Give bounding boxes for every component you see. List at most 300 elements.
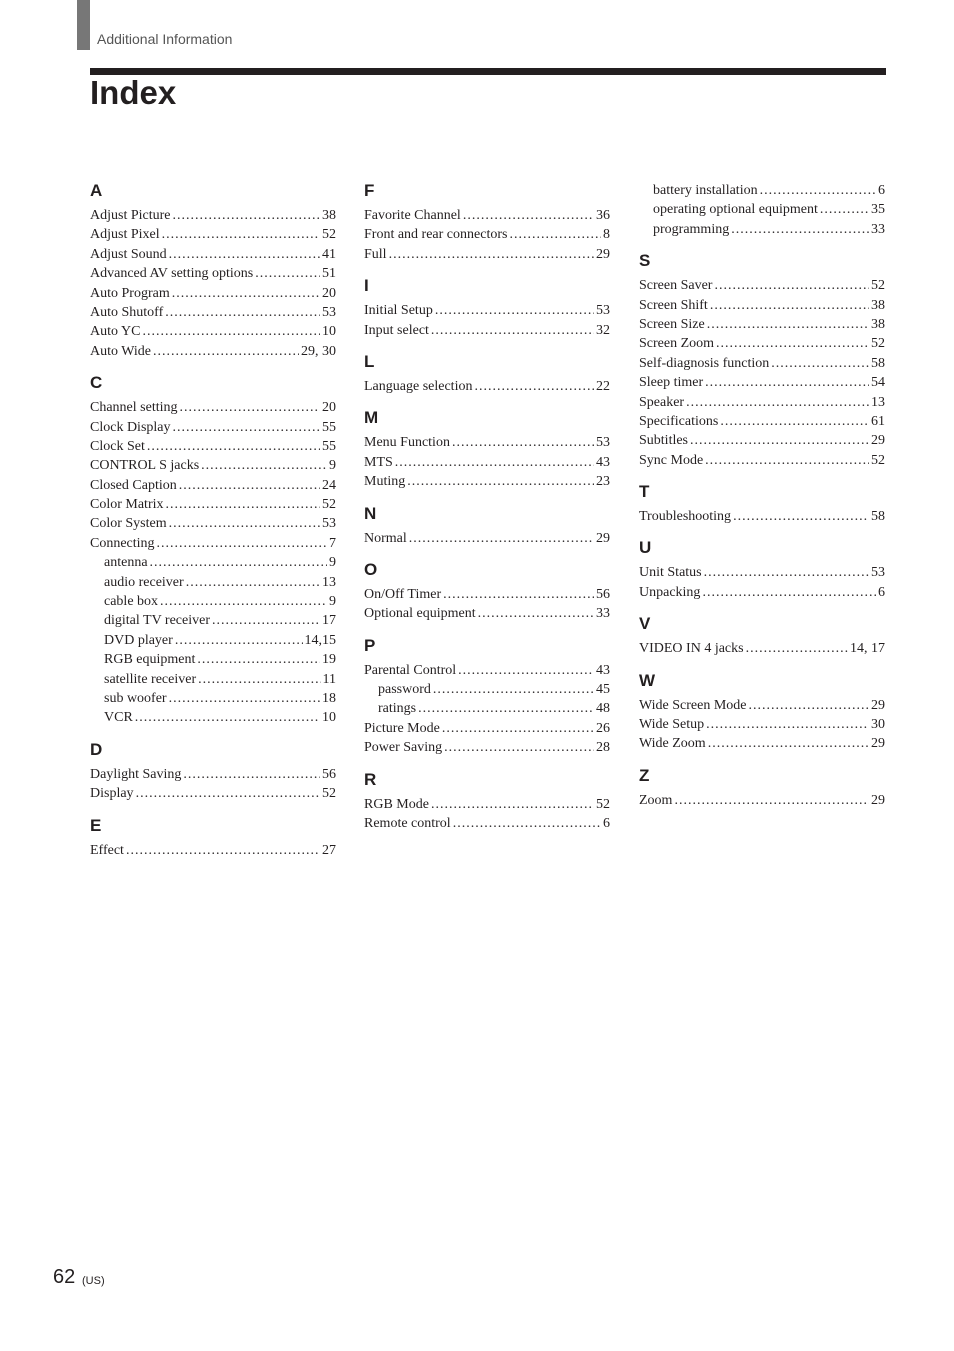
index-subentry — [639, 220, 885, 239]
entry-pages: 32 — [596, 322, 610, 338]
dot-leader — [198, 670, 320, 689]
entry-pages: 6 — [878, 183, 885, 198]
entry-pages: 58 — [871, 355, 885, 371]
dot-leader — [409, 529, 594, 548]
entry-term: RGB Mode — [364, 796, 429, 812]
dot-leader — [731, 220, 869, 239]
dot-leader — [509, 225, 601, 244]
index-entry — [90, 784, 336, 803]
index-entry — [90, 322, 336, 341]
index-letter-heading: F — [364, 181, 375, 200]
dot-leader — [173, 418, 321, 437]
index-group — [90, 373, 336, 728]
entry-pages: 53 — [322, 516, 336, 532]
dot-leader — [183, 765, 320, 784]
entry-pages: 20 — [322, 285, 336, 301]
dot-leader — [442, 719, 594, 738]
entry-term: Channel setting — [90, 400, 178, 416]
index-entry — [90, 284, 336, 303]
entry-pages: 33 — [871, 221, 885, 237]
index-entry — [639, 583, 885, 602]
dot-leader — [150, 553, 327, 572]
entry-pages: 30 — [871, 717, 885, 733]
dot-leader — [478, 604, 594, 623]
entry-term: Specifications — [639, 413, 719, 429]
index-entry — [639, 393, 885, 412]
entry-term: Picture Mode — [364, 720, 440, 736]
index-entry — [90, 841, 336, 860]
page-title: Index — [90, 74, 177, 111]
entry-term: VCR — [104, 710, 133, 726]
index-letter-heading: Z — [639, 765, 650, 785]
entry-term: battery installation — [653, 183, 758, 198]
entry-term: password — [378, 682, 431, 698]
entry-term: Display — [90, 786, 134, 802]
entry-term: On/Off Timer — [364, 586, 442, 602]
entry-pages: 17 — [322, 613, 336, 629]
entry-term: Favorite Channel — [364, 208, 461, 223]
entry-pages: 20 — [322, 400, 336, 416]
entry-term: Subtitles — [639, 433, 689, 449]
entry-term: Auto Shutoff — [90, 304, 164, 320]
dot-leader — [702, 583, 876, 602]
entry-pages: 53 — [871, 565, 885, 581]
entry-pages: 9 — [329, 458, 336, 474]
entry-pages: 36 — [596, 208, 610, 223]
dot-leader — [389, 245, 594, 264]
index-letter-heading: T — [639, 482, 650, 502]
index-group — [90, 740, 336, 804]
entry-pages: 52 — [871, 278, 885, 294]
entry-pages: 9 — [329, 594, 336, 610]
index-subentry — [90, 708, 336, 727]
index-group — [364, 181, 610, 264]
index-letter-heading: A — [90, 181, 103, 200]
title-rule — [90, 68, 886, 75]
index-group — [639, 482, 885, 526]
index-subentry — [639, 200, 885, 219]
index-entry — [639, 373, 885, 392]
dot-leader — [165, 303, 320, 322]
index-group — [364, 276, 610, 340]
index-group — [364, 504, 610, 548]
index-entry — [364, 206, 610, 225]
entry-pages: 7 — [329, 535, 336, 551]
entry-pages: 6 — [878, 584, 885, 600]
entry-pages: 53 — [596, 303, 610, 319]
entry-pages: 27 — [322, 842, 336, 858]
index-entry — [364, 453, 610, 472]
index-letter-heading: U — [639, 538, 652, 558]
index-letter-heading: M — [364, 408, 379, 428]
index-subentry — [90, 670, 336, 689]
dot-leader — [714, 276, 869, 295]
dot-leader — [431, 321, 594, 340]
entry-term: Wide Screen Mode — [639, 697, 747, 713]
entry-term: RGB equipment — [104, 652, 196, 668]
index-entry — [364, 377, 610, 396]
dot-leader — [435, 301, 594, 320]
entry-pages: 52 — [596, 796, 610, 812]
dot-leader — [674, 791, 869, 810]
entry-term: Normal — [364, 530, 407, 546]
entry-pages: 10 — [322, 710, 336, 726]
entry-pages: 29 — [596, 246, 610, 262]
dot-leader — [453, 814, 601, 833]
index-entry — [90, 437, 336, 456]
entry-pages: 61 — [871, 413, 885, 429]
entry-pages: 9 — [329, 555, 336, 571]
dot-leader — [162, 225, 320, 244]
index-entry — [639, 451, 885, 470]
entry-pages: 51 — [322, 266, 336, 282]
dot-leader — [197, 650, 320, 669]
entry-term: Clock Display — [90, 419, 171, 435]
entry-pages: 54 — [871, 375, 885, 391]
index-group — [639, 614, 885, 658]
dot-leader — [169, 514, 320, 533]
dot-leader — [771, 354, 869, 373]
entry-term: Power Saving — [364, 740, 443, 756]
dot-leader — [474, 377, 594, 396]
index-subentry — [364, 680, 610, 699]
dot-leader — [720, 412, 869, 431]
entry-pages: 6 — [603, 816, 610, 832]
region-code: (US) — [82, 1275, 105, 1287]
dot-leader — [746, 639, 848, 658]
dot-leader — [706, 715, 869, 734]
entry-pages: 52 — [322, 497, 336, 513]
dot-leader — [179, 476, 320, 495]
index-group — [639, 181, 885, 239]
index-entry — [364, 604, 610, 623]
index-entry — [90, 303, 336, 322]
entry-term: MTS — [364, 454, 393, 470]
index-entry — [364, 661, 610, 680]
entry-term: Sync Mode — [639, 452, 704, 468]
entry-term: Screen Shift — [639, 297, 708, 313]
entry-pages: 8 — [603, 227, 610, 243]
dot-leader — [169, 245, 320, 264]
entry-pages: 58 — [871, 509, 885, 525]
entry-pages: 24 — [322, 477, 336, 493]
index-subentry — [90, 631, 336, 650]
entry-pages: 52 — [322, 227, 336, 243]
entry-pages: 52 — [322, 786, 336, 802]
entry-term: Full — [364, 246, 387, 262]
entry-term: Color Matrix — [90, 497, 164, 513]
dot-leader — [452, 433, 594, 452]
entry-term: Troubleshooting — [639, 509, 732, 525]
index-letter-heading: V — [639, 614, 651, 634]
dot-leader — [418, 699, 594, 718]
index-subentry — [90, 573, 336, 592]
index-entry — [639, 563, 885, 582]
index-letter-heading: P — [364, 635, 376, 655]
entry-pages: 11 — [322, 671, 336, 687]
entry-pages: 45 — [596, 682, 610, 698]
index-entry — [639, 315, 885, 334]
entry-pages: 29 — [871, 736, 885, 752]
index-column-3 — [639, 181, 885, 822]
dot-leader — [690, 431, 869, 450]
entry-term: Effect — [90, 842, 124, 858]
index-entry — [364, 472, 610, 491]
index-entry — [90, 476, 336, 495]
entry-term: Speaker — [639, 394, 685, 410]
index-group — [364, 408, 610, 491]
entry-term: Remote control — [364, 816, 451, 832]
dot-leader — [166, 495, 321, 514]
index-group — [90, 816, 336, 860]
entry-pages: 56 — [322, 766, 336, 782]
entry-term: CONTROL S jacks — [90, 458, 200, 474]
entry-pages: 29 — [596, 530, 610, 546]
entry-term: ratings — [378, 701, 417, 717]
dot-leader — [186, 573, 320, 592]
dot-leader — [433, 680, 594, 699]
index-entry — [639, 431, 885, 450]
index-entry — [90, 534, 336, 553]
dot-leader — [153, 342, 299, 361]
index-letter-heading: D — [90, 739, 103, 759]
entry-pages: 23 — [596, 474, 610, 490]
entry-pages: 55 — [322, 419, 336, 435]
dot-leader — [707, 315, 869, 334]
index-group — [90, 181, 336, 361]
index-letter-heading: I — [364, 276, 369, 296]
index-entry — [90, 765, 336, 784]
entry-pages: 53 — [322, 304, 336, 320]
dot-leader — [201, 456, 327, 475]
section-label: Additional Information — [97, 31, 233, 47]
entry-term: programming — [653, 221, 730, 237]
index-group — [364, 352, 610, 396]
index-entry — [364, 321, 610, 340]
index-entry — [639, 715, 885, 734]
entry-term: Input select — [364, 322, 429, 338]
index-entry — [364, 814, 610, 833]
entry-term: Advanced AV setting options — [90, 266, 254, 282]
index-subentry — [364, 699, 610, 718]
dot-leader — [395, 453, 594, 472]
dot-leader — [760, 181, 876, 200]
entry-term: cable box — [104, 594, 159, 610]
entry-pages: 13 — [322, 574, 336, 590]
index-entry — [639, 507, 885, 526]
index-entry — [364, 301, 610, 320]
entry-term: Language selection — [364, 378, 473, 394]
index-entry — [639, 276, 885, 295]
entry-term: Optional equipment — [364, 606, 476, 622]
index-entry — [639, 354, 885, 373]
index-entry — [639, 334, 885, 353]
index-entry — [90, 514, 336, 533]
entry-pages: 48 — [596, 701, 610, 717]
entry-term: Closed Caption — [90, 477, 177, 493]
dot-leader — [180, 398, 321, 417]
entry-pages: 14,15 — [304, 632, 336, 648]
dot-leader — [686, 393, 869, 412]
index-subentry — [90, 650, 336, 669]
index-column-2 — [364, 181, 610, 845]
index-entry — [364, 225, 610, 244]
dot-leader — [255, 264, 320, 283]
entry-pages: 38 — [871, 316, 885, 332]
index-subentry — [90, 553, 336, 572]
index-letter-heading: S — [639, 251, 651, 271]
entry-term: Auto Program — [90, 285, 170, 301]
index-entry — [639, 791, 885, 810]
index-entry — [90, 342, 336, 361]
entry-pages: 29, 30 — [301, 343, 336, 359]
entry-term: Zoom — [639, 792, 673, 808]
entry-pages: 43 — [596, 454, 610, 470]
entry-pages: 55 — [322, 438, 336, 454]
index-entry — [364, 245, 610, 264]
entry-term: Menu Function — [364, 435, 450, 451]
section-tab-marker — [77, 0, 90, 50]
index-group — [639, 671, 885, 754]
entry-term: DVD player — [104, 632, 173, 648]
index-entry — [90, 264, 336, 283]
index-subentry — [90, 592, 336, 611]
entry-term: Adjust Pixel — [90, 227, 160, 243]
index-group — [364, 560, 610, 624]
entry-term: audio receiver — [104, 574, 184, 590]
entry-pages: 22 — [596, 378, 610, 394]
dot-leader — [705, 373, 869, 392]
entry-term: Adjust Sound — [90, 246, 167, 262]
entry-pages: 28 — [596, 740, 610, 756]
entry-term: Color System — [90, 516, 167, 532]
entry-term: Initial Setup — [364, 303, 433, 319]
dot-leader — [169, 689, 320, 708]
entry-pages: 38 — [322, 208, 336, 223]
entry-pages: 19 — [322, 652, 336, 668]
entry-term: Auto Wide — [90, 343, 152, 359]
entry-term: Parental Control — [364, 662, 457, 678]
entry-term: Screen Size — [639, 316, 705, 332]
entry-term: Unit Status — [639, 565, 702, 581]
dot-leader — [431, 795, 594, 814]
dot-leader — [157, 534, 327, 553]
entry-pages: 13 — [871, 394, 885, 410]
entry-term: Adjust Picture — [90, 208, 171, 223]
index-entry — [90, 456, 336, 475]
index-entry — [364, 529, 610, 548]
entry-pages: 38 — [871, 297, 885, 313]
index-subentry — [639, 181, 885, 200]
entry-term: VIDEO IN 4 jacks — [639, 641, 744, 657]
index-group — [639, 251, 885, 470]
index-column-1 — [90, 181, 336, 872]
index-entry — [90, 398, 336, 417]
entry-term: digital TV receiver — [104, 613, 210, 629]
index-entry — [364, 738, 610, 757]
index-group — [639, 766, 885, 810]
index-group — [364, 636, 610, 758]
dot-leader — [173, 206, 321, 225]
entry-term: Wide Zoom — [639, 736, 706, 752]
entry-term: Wide Setup — [639, 717, 705, 733]
entry-term: Screen Zoom — [639, 336, 715, 352]
dot-leader — [172, 284, 320, 303]
entry-pages: 14, 17 — [850, 641, 885, 657]
dot-leader — [733, 507, 869, 526]
index-entry — [90, 495, 336, 514]
dot-leader — [135, 708, 320, 727]
dot-leader — [458, 661, 594, 680]
entry-pages: 26 — [596, 720, 610, 736]
dot-leader — [126, 841, 320, 860]
index-letter-heading: L — [364, 351, 375, 371]
entry-pages: 18 — [322, 690, 336, 706]
entry-pages: 33 — [596, 606, 610, 622]
entry-pages: 52 — [871, 452, 885, 468]
index-group — [364, 770, 610, 834]
index-entry — [90, 206, 336, 225]
entry-term: Auto YC — [90, 324, 141, 340]
dot-leader — [463, 206, 594, 225]
entry-pages: 43 — [596, 662, 610, 678]
dot-leader — [443, 585, 594, 604]
dot-leader — [147, 437, 320, 456]
entry-pages: 10 — [322, 324, 336, 340]
index-entry — [639, 696, 885, 715]
index-entry — [639, 639, 885, 658]
dot-leader — [160, 592, 327, 611]
dot-leader — [175, 631, 303, 650]
dot-leader — [142, 322, 320, 341]
entry-pages: 41 — [322, 246, 336, 262]
entry-pages: 52 — [871, 336, 885, 352]
index-letter-heading: R — [364, 769, 377, 789]
entry-term: Clock Set — [90, 438, 145, 454]
dot-leader — [705, 451, 869, 470]
index-entry — [90, 245, 336, 264]
index-entry — [364, 719, 610, 738]
index-entry — [90, 418, 336, 437]
index-subentry — [90, 611, 336, 630]
index-letter-heading: W — [639, 670, 656, 690]
index-entry — [639, 412, 885, 431]
dot-leader — [716, 334, 869, 353]
entry-term: Muting — [364, 474, 406, 490]
index-entry — [90, 225, 336, 244]
index-subentry — [90, 689, 336, 708]
entry-pages: 53 — [596, 435, 610, 451]
entry-term: Front and rear connectors — [364, 227, 508, 243]
entry-term: Screen Saver — [639, 278, 713, 294]
entry-term: operating optional equipment — [653, 202, 818, 218]
entry-pages: 29 — [871, 697, 885, 713]
index-letter-heading: O — [364, 559, 378, 579]
dot-leader — [708, 734, 869, 753]
index-entry — [364, 433, 610, 452]
index-entry — [364, 585, 610, 604]
index-letter-heading: C — [90, 373, 103, 393]
entry-pages: 56 — [596, 586, 610, 602]
dot-leader — [710, 296, 869, 315]
dot-leader — [444, 738, 594, 757]
dot-leader — [407, 472, 594, 491]
entry-term: Daylight Saving — [90, 766, 182, 782]
index-letter-heading: N — [364, 503, 377, 523]
entry-term: satellite receiver — [104, 671, 197, 687]
entry-term: Connecting — [90, 535, 155, 551]
index-entry — [364, 795, 610, 814]
